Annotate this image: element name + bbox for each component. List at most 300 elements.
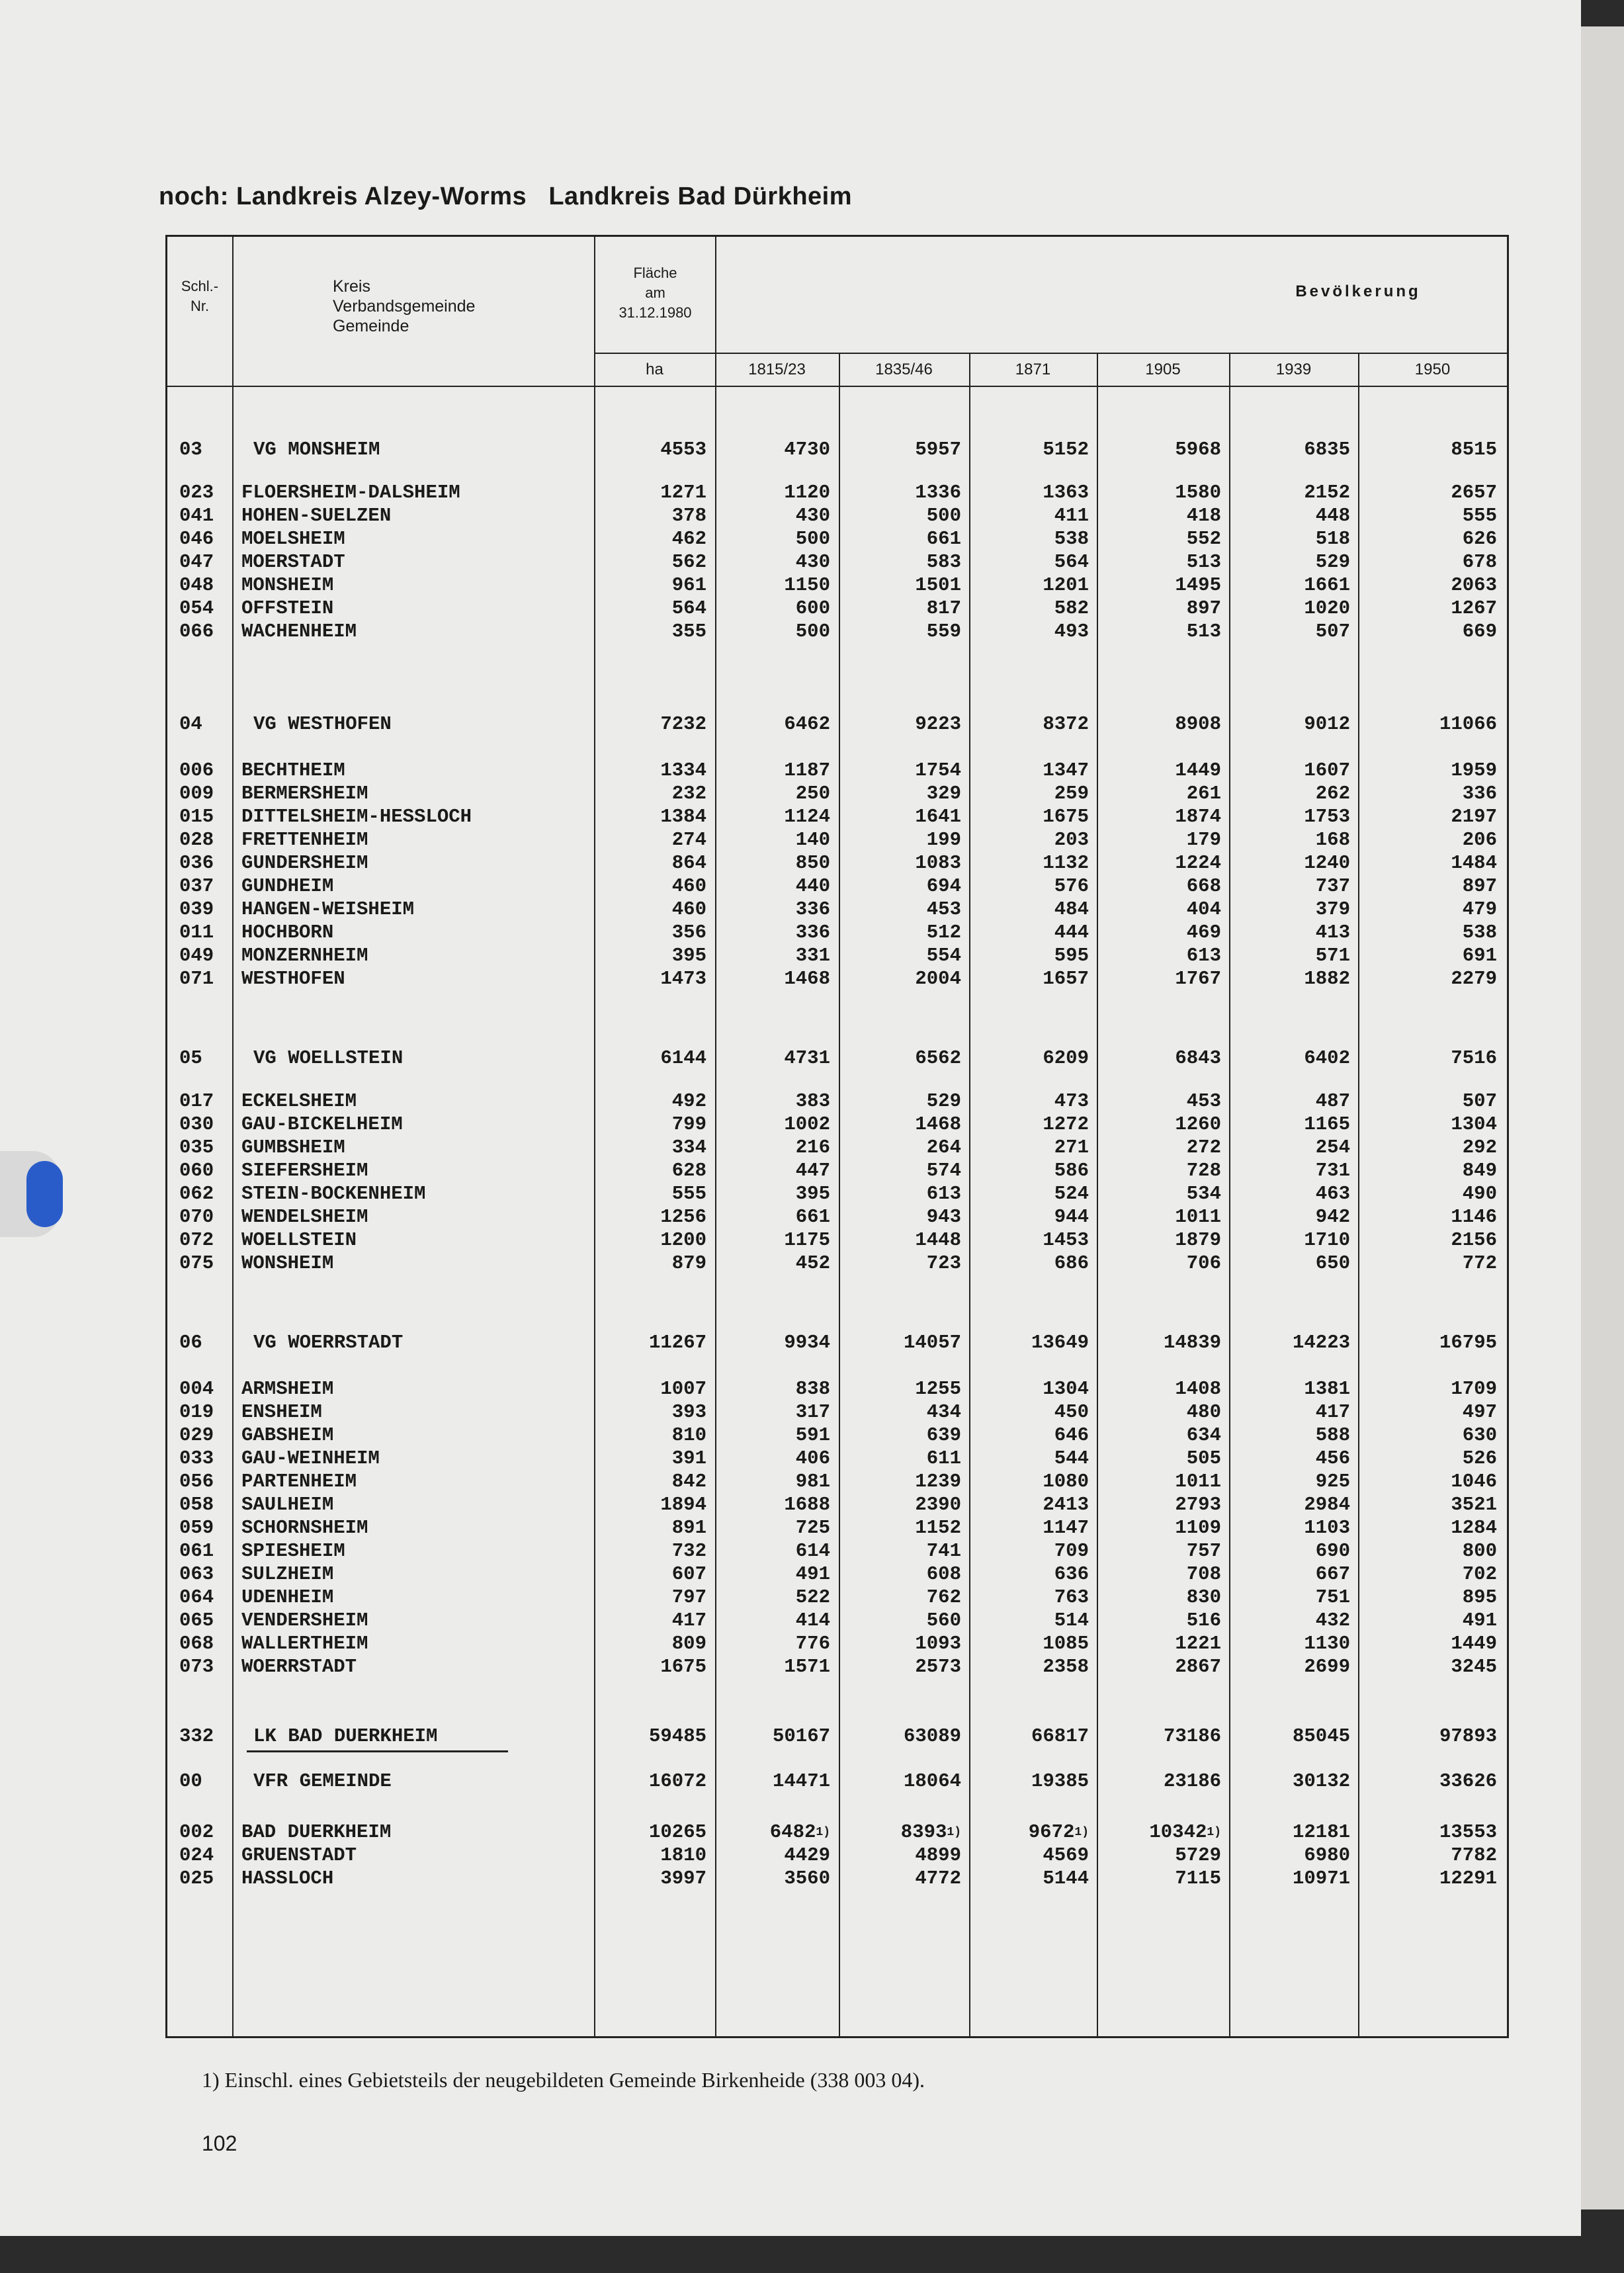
- row-population: 728: [1186, 1160, 1221, 1181]
- header-year: 1815/23: [748, 361, 806, 378]
- row-schl-nr: 049: [179, 945, 214, 966]
- row-population: 50167: [772, 1725, 830, 1747]
- row-population: 216: [795, 1136, 830, 1158]
- row-population: 179: [1186, 829, 1221, 851]
- row-population: 944: [1054, 1206, 1089, 1228]
- row-population: 1132: [1043, 852, 1089, 874]
- row-schl-nr: 047: [179, 551, 214, 573]
- row-population: 500: [795, 528, 830, 550]
- row-schl-nr: 058: [179, 1494, 214, 1516]
- row-schl-nr: 060: [179, 1160, 214, 1181]
- table-row: [167, 1447, 1507, 1470]
- row-name: MOERSTADT: [241, 551, 345, 573]
- row-population: 1767: [1175, 968, 1221, 990]
- row-area-ha: 797: [671, 1586, 706, 1608]
- row-area-ha: 59485: [648, 1725, 706, 1747]
- row-name: HANGEN-WEISHEIM: [241, 898, 415, 920]
- row-population: 14223: [1292, 1332, 1350, 1353]
- row-schl-nr: 063: [179, 1563, 214, 1585]
- row-schl-nr: 046: [179, 528, 214, 550]
- row-schl-nr: 071: [179, 968, 214, 990]
- row-population: 2657: [1451, 482, 1497, 503]
- row-population: 1011: [1175, 1206, 1221, 1228]
- row-population: 2004: [915, 968, 961, 990]
- row-schl-nr: 03: [179, 439, 202, 460]
- row-population: 526: [1462, 1447, 1497, 1469]
- row-population: 497: [1462, 1401, 1497, 1423]
- row-population: 608: [926, 1563, 961, 1585]
- row-population: 2984: [1304, 1494, 1350, 1516]
- row-population: 4731: [784, 1047, 830, 1069]
- table-row: [167, 875, 1507, 898]
- row-area-ha: 564: [671, 597, 706, 619]
- row-schl-nr: 035: [179, 1136, 214, 1158]
- row-population: 430: [795, 505, 830, 527]
- row-population: 646: [1054, 1424, 1089, 1446]
- row-population: 669: [1462, 621, 1497, 642]
- row-population: 1152: [915, 1517, 961, 1539]
- table-row: [167, 1656, 1507, 1678]
- header-kreis: Kreis Verbandsgemeinde Gemeinde: [333, 277, 476, 335]
- row-population: 414: [795, 1609, 830, 1631]
- row-population: 484: [1054, 898, 1089, 920]
- row-name: SAULHEIM: [241, 1494, 334, 1516]
- row-population: 14057: [903, 1332, 961, 1353]
- row-population: 7115: [1175, 1867, 1221, 1889]
- row-population: 1130: [1304, 1633, 1350, 1654]
- footnote-marker: 1): [1074, 1826, 1089, 1839]
- row-population: 2699: [1304, 1656, 1350, 1678]
- row-population: 737: [1315, 875, 1350, 897]
- table-row: [167, 1252, 1507, 1275]
- table-row: [167, 829, 1507, 851]
- row-name: VG WOELLSTEIN: [253, 1047, 404, 1069]
- row-population: 678: [1462, 551, 1497, 573]
- row-area-ha: 417: [671, 1609, 706, 1631]
- row-area-ha: 1894: [660, 1494, 706, 1516]
- row-population: 538: [1462, 922, 1497, 943]
- row-population: 206: [1462, 829, 1497, 851]
- row-population: 1011: [1175, 1471, 1221, 1492]
- row-population: 5729: [1175, 1844, 1221, 1866]
- row-population: 534: [1186, 1183, 1221, 1205]
- row-name: VENDERSHEIM: [241, 1609, 368, 1631]
- row-population: 507: [1462, 1090, 1497, 1112]
- row-population: 751: [1315, 1586, 1350, 1608]
- row-name: FLOERSHEIM-DALSHEIM: [241, 482, 460, 503]
- table-row: [167, 1113, 1507, 1136]
- header-year: 1905: [1145, 361, 1181, 378]
- table-row: [167, 1586, 1507, 1609]
- table-group-row: [167, 439, 1507, 461]
- row-population: 591: [795, 1424, 830, 1446]
- row-population: 434: [926, 1401, 961, 1423]
- row-population: 731: [1315, 1160, 1350, 1181]
- row-population: 262: [1315, 783, 1350, 804]
- table-row: [167, 528, 1507, 550]
- row-area-ha: 4553: [660, 439, 706, 460]
- footnote-marker: 1): [947, 1826, 961, 1839]
- row-population: 1484: [1451, 852, 1497, 874]
- row-population: 1675: [1043, 806, 1089, 828]
- row-name: STEIN-BOCKENHEIM: [241, 1183, 426, 1205]
- row-population: 702: [1462, 1563, 1497, 1585]
- row-population: 1093: [915, 1633, 961, 1654]
- row-population: 800: [1462, 1540, 1497, 1562]
- row-population: 1124: [784, 806, 830, 828]
- row-area-ha: 842: [671, 1471, 706, 1492]
- row-population: 97893: [1439, 1725, 1497, 1747]
- row-population: 453: [1186, 1090, 1221, 1112]
- row-population: 292: [1462, 1136, 1497, 1158]
- row-population: 564: [1054, 551, 1089, 573]
- row-name: UDENHEIM: [241, 1586, 334, 1608]
- row-population: 723: [926, 1252, 961, 1274]
- row-population: 9012: [1304, 713, 1350, 735]
- table-row: [167, 783, 1507, 805]
- table-row: [167, 898, 1507, 921]
- row-population: 1120: [784, 482, 830, 503]
- table-row: [167, 1424, 1507, 1447]
- row-population: 514: [1054, 1609, 1089, 1631]
- row-schl-nr: 056: [179, 1471, 214, 1492]
- row-schl-nr: 011: [179, 922, 214, 943]
- row-population: 250: [795, 783, 830, 804]
- table-row: [167, 759, 1507, 782]
- row-population: 5144: [1043, 1867, 1089, 1889]
- row-schl-nr: 064: [179, 1586, 214, 1608]
- row-population: 513: [1186, 621, 1221, 642]
- row-population: 491: [1462, 1609, 1497, 1631]
- row-area-ha: 16072: [648, 1770, 706, 1792]
- row-population: 417: [1315, 1401, 1350, 1423]
- row-population: 524: [1054, 1183, 1089, 1205]
- row-population: 925: [1315, 1471, 1350, 1492]
- row-population: 30132: [1292, 1770, 1350, 1792]
- row-schl-nr: 024: [179, 1844, 214, 1866]
- row-population: 500: [926, 505, 961, 527]
- row-population: 1710: [1304, 1229, 1350, 1251]
- page-heading: noch: Landkreis Alzey-Worms Landkreis Bad Dürkheim: [159, 183, 853, 210]
- row-population: 2156: [1451, 1229, 1497, 1251]
- row-population: 614: [795, 1540, 830, 1562]
- row-population: 404: [1186, 898, 1221, 920]
- header-bevoelkerung: Bevölkerung: [1295, 282, 1421, 300]
- row-population: 576: [1054, 875, 1089, 897]
- row-population: 512: [926, 922, 961, 943]
- row-population: 522: [795, 1586, 830, 1608]
- row-population: 4772: [915, 1867, 961, 1889]
- row-population: 1874: [1175, 806, 1221, 828]
- row-population: 11066: [1439, 713, 1497, 735]
- row-population: 661: [926, 528, 961, 550]
- row-population: 379: [1315, 898, 1350, 920]
- row-population: 1201: [1043, 574, 1089, 596]
- row-population: 9672$^{1)}$: [1028, 1821, 1089, 1843]
- table-group-row: [167, 1770, 1507, 1793]
- row-schl-nr: 065: [179, 1609, 214, 1631]
- table-row: [167, 1563, 1507, 1586]
- row-population: 1187: [784, 759, 830, 781]
- row-population: 694: [926, 875, 961, 897]
- row-population: 8393$^{1)}$: [900, 1821, 961, 1843]
- row-name: ENSHEIM: [241, 1401, 322, 1423]
- row-population: 1165: [1304, 1113, 1350, 1135]
- row-name: GABSHEIM: [241, 1424, 334, 1446]
- row-population: 336: [1462, 783, 1497, 804]
- row-population: 463: [1315, 1183, 1350, 1205]
- row-population: 667: [1315, 1563, 1350, 1585]
- population-table: [165, 235, 1509, 2038]
- row-schl-nr: 073: [179, 1656, 214, 1678]
- row-name: FRETTENHEIM: [241, 829, 368, 851]
- row-area-ha: 555: [671, 1183, 706, 1205]
- row-population: 491: [795, 1563, 830, 1585]
- row-population: 440: [795, 875, 830, 897]
- row-population: 2358: [1043, 1656, 1089, 1678]
- row-population: 6562: [915, 1047, 961, 1069]
- row-population: 9223: [915, 713, 961, 735]
- row-population: 516: [1186, 1609, 1221, 1631]
- row-population: 2063: [1451, 574, 1497, 596]
- row-population: 583: [926, 551, 961, 573]
- table-row: [167, 968, 1507, 990]
- row-population: 1753: [1304, 806, 1350, 828]
- row-population: 331: [795, 945, 830, 966]
- row-population: 725: [795, 1517, 830, 1539]
- table-row: [167, 574, 1507, 597]
- row-area-ha: 1256: [660, 1206, 706, 1228]
- row-population: 626: [1462, 528, 1497, 550]
- row-name: WOELLSTEIN: [241, 1229, 357, 1251]
- row-population: 762: [926, 1586, 961, 1608]
- row-schl-nr: 072: [179, 1229, 214, 1251]
- row-population: 4569: [1043, 1844, 1089, 1866]
- row-schl-nr: 002: [179, 1821, 214, 1843]
- row-population: 271: [1054, 1136, 1089, 1158]
- row-area-ha: 961: [671, 574, 706, 596]
- lk-underline: [247, 1750, 508, 1752]
- table-row: [167, 482, 1507, 504]
- row-schl-nr: 028: [179, 829, 214, 851]
- row-name: MOELSHEIM: [241, 528, 345, 550]
- row-population: 830: [1186, 1586, 1221, 1608]
- row-population: 12291: [1439, 1867, 1497, 1889]
- row-name: GUNDHEIM: [241, 875, 334, 897]
- table-row: [167, 1229, 1507, 1252]
- row-population: 1501: [915, 574, 961, 596]
- row-schl-nr: 075: [179, 1252, 214, 1274]
- row-population: 1879: [1175, 1229, 1221, 1251]
- row-name: GUMBSHEIM: [241, 1136, 345, 1158]
- row-population: 3521: [1451, 1494, 1497, 1516]
- row-population: 1080: [1043, 1471, 1089, 1492]
- row-population: 6462: [784, 713, 830, 735]
- row-population: 1754: [915, 759, 961, 781]
- row-area-ha: 1810: [660, 1844, 706, 1866]
- row-population: 487: [1315, 1090, 1350, 1112]
- row-area-ha: 334: [671, 1136, 706, 1158]
- row-population: 264: [926, 1136, 961, 1158]
- row-population: 741: [926, 1540, 961, 1562]
- row-name: GUNDERSHEIM: [241, 852, 368, 874]
- row-area-ha: 6144: [660, 1047, 706, 1069]
- row-population: 1495: [1175, 574, 1221, 596]
- row-population: 16795: [1439, 1332, 1497, 1353]
- table-row: [167, 621, 1507, 643]
- row-population: 588: [1315, 1424, 1350, 1446]
- row-schl-nr: 332: [179, 1725, 214, 1747]
- row-schl-nr: 059: [179, 1517, 214, 1539]
- row-population: 447: [795, 1160, 830, 1181]
- row-population: 1661: [1304, 574, 1350, 596]
- row-population: 261: [1186, 783, 1221, 804]
- table-row: [167, 1378, 1507, 1400]
- row-population: 5152: [1043, 439, 1089, 460]
- row-population: 6980: [1304, 1844, 1350, 1866]
- row-area-ha: 1007: [660, 1378, 706, 1400]
- row-population: 1284: [1451, 1517, 1497, 1539]
- row-name: GRUENSTADT: [241, 1844, 357, 1866]
- row-population: 849: [1462, 1160, 1497, 1181]
- row-population: 559: [926, 621, 961, 642]
- row-area-ha: 460: [671, 875, 706, 897]
- row-area-ha: 1675: [660, 1656, 706, 1678]
- row-schl-nr: 05: [179, 1047, 202, 1069]
- row-population: 613: [926, 1183, 961, 1205]
- row-population: 772: [1462, 1252, 1497, 1274]
- row-population: 1267: [1451, 597, 1497, 619]
- row-population: 1336: [915, 482, 961, 503]
- row-name: BECHTHEIM: [241, 759, 345, 781]
- row-population: 595: [1054, 945, 1089, 966]
- row-name: WESTHOFEN: [241, 968, 345, 990]
- row-population: 13649: [1031, 1332, 1089, 1353]
- row-schl-nr: 00: [179, 1770, 202, 1792]
- row-population: 897: [1462, 875, 1497, 897]
- row-population: 1641: [915, 806, 961, 828]
- row-schl-nr: 06: [179, 1332, 202, 1353]
- row-name: WACHENHEIM: [241, 621, 357, 642]
- row-population: 544: [1054, 1447, 1089, 1469]
- row-schl-nr: 036: [179, 852, 214, 874]
- row-area-ha: 1473: [660, 968, 706, 990]
- row-population: 709: [1054, 1540, 1089, 1562]
- row-population: 1709: [1451, 1378, 1497, 1400]
- table-row: [167, 1183, 1507, 1205]
- row-population: 336: [795, 898, 830, 920]
- row-name: MONSHEIM: [241, 574, 334, 596]
- row-name: LK BAD DUERKHEIM: [253, 1725, 438, 1747]
- row-population: 1304: [1451, 1113, 1497, 1135]
- row-population: 19385: [1031, 1770, 1089, 1792]
- row-area-ha: 1384: [660, 806, 706, 828]
- row-schl-nr: 054: [179, 597, 214, 619]
- row-schl-nr: 025: [179, 1867, 214, 1889]
- row-name: DITTELSHEIM-HESSLOCH: [241, 806, 472, 828]
- row-population: 817: [926, 597, 961, 619]
- row-name: VFR GEMEINDE: [253, 1770, 392, 1792]
- row-name: ARMSHEIM: [241, 1378, 334, 1400]
- row-name: SPIESHEIM: [241, 1540, 345, 1562]
- row-population: 1959: [1451, 759, 1497, 781]
- row-area-ha: 378: [671, 505, 706, 527]
- row-population: 1272: [1043, 1113, 1089, 1135]
- row-population: 13553: [1439, 1821, 1497, 1843]
- table-row: [167, 806, 1507, 828]
- table-row: [167, 945, 1507, 967]
- row-area-ha: 7232: [660, 713, 706, 735]
- row-area-ha: 232: [671, 783, 706, 804]
- row-population: 586: [1054, 1160, 1089, 1181]
- pen-clip: [26, 1161, 63, 1227]
- row-name: WOERRSTADT: [241, 1656, 357, 1678]
- row-population: 1103: [1304, 1517, 1350, 1539]
- row-schl-nr: 023: [179, 482, 214, 503]
- header-rule: [167, 386, 1507, 387]
- row-population: 6482$^{1)}$: [769, 1821, 830, 1843]
- row-population: 73186: [1163, 1725, 1221, 1747]
- row-area-ha: 891: [671, 1517, 706, 1539]
- row-population: 413: [1315, 922, 1350, 943]
- row-name: WALLERTHEIM: [241, 1633, 368, 1654]
- row-population: 469: [1186, 922, 1221, 943]
- row-population: 456: [1315, 1447, 1350, 1469]
- row-population: 981: [795, 1471, 830, 1492]
- row-population: 1020: [1304, 597, 1350, 619]
- row-population: 63089: [903, 1725, 961, 1747]
- table-row: [167, 551, 1507, 574]
- row-population: 571: [1315, 945, 1350, 966]
- row-population: 895: [1462, 1586, 1497, 1608]
- row-population: 85045: [1292, 1725, 1350, 1747]
- row-area-ha: 562: [671, 551, 706, 573]
- table-row: [167, 1206, 1507, 1228]
- row-population: 1083: [915, 852, 961, 874]
- row-area-ha: 864: [671, 852, 706, 874]
- row-schl-nr: 009: [179, 783, 214, 804]
- row-population: 529: [926, 1090, 961, 1112]
- header-rule: [594, 353, 1507, 354]
- row-population: 1175: [784, 1229, 830, 1251]
- header-year: 1950: [1414, 361, 1451, 378]
- row-population: 1147: [1043, 1517, 1089, 1539]
- footnote-marker: 1): [1207, 1826, 1221, 1839]
- row-population: 613: [1186, 945, 1221, 966]
- row-area-ha: 391: [671, 1447, 706, 1469]
- row-population: 518: [1315, 528, 1350, 550]
- row-population: 8515: [1451, 439, 1497, 460]
- row-population: 600: [795, 597, 830, 619]
- row-schl-nr: 070: [179, 1206, 214, 1228]
- row-population: 493: [1054, 621, 1089, 642]
- row-population: 395: [795, 1183, 830, 1205]
- row-name: PARTENHEIM: [241, 1471, 357, 1492]
- row-schl-nr: 004: [179, 1378, 214, 1400]
- row-population: 636: [1054, 1563, 1089, 1585]
- row-population: 634: [1186, 1424, 1221, 1446]
- row-population: 14839: [1163, 1332, 1221, 1353]
- row-population: 259: [1054, 783, 1089, 804]
- row-population: 574: [926, 1160, 961, 1181]
- row-population: 1449: [1451, 1633, 1497, 1654]
- row-population: 1221: [1175, 1633, 1221, 1654]
- row-population: 430: [795, 551, 830, 573]
- row-population: 1304: [1043, 1378, 1089, 1400]
- row-area-ha: 879: [671, 1252, 706, 1274]
- row-schl-nr: 006: [179, 759, 214, 781]
- row-population: 452: [795, 1252, 830, 1274]
